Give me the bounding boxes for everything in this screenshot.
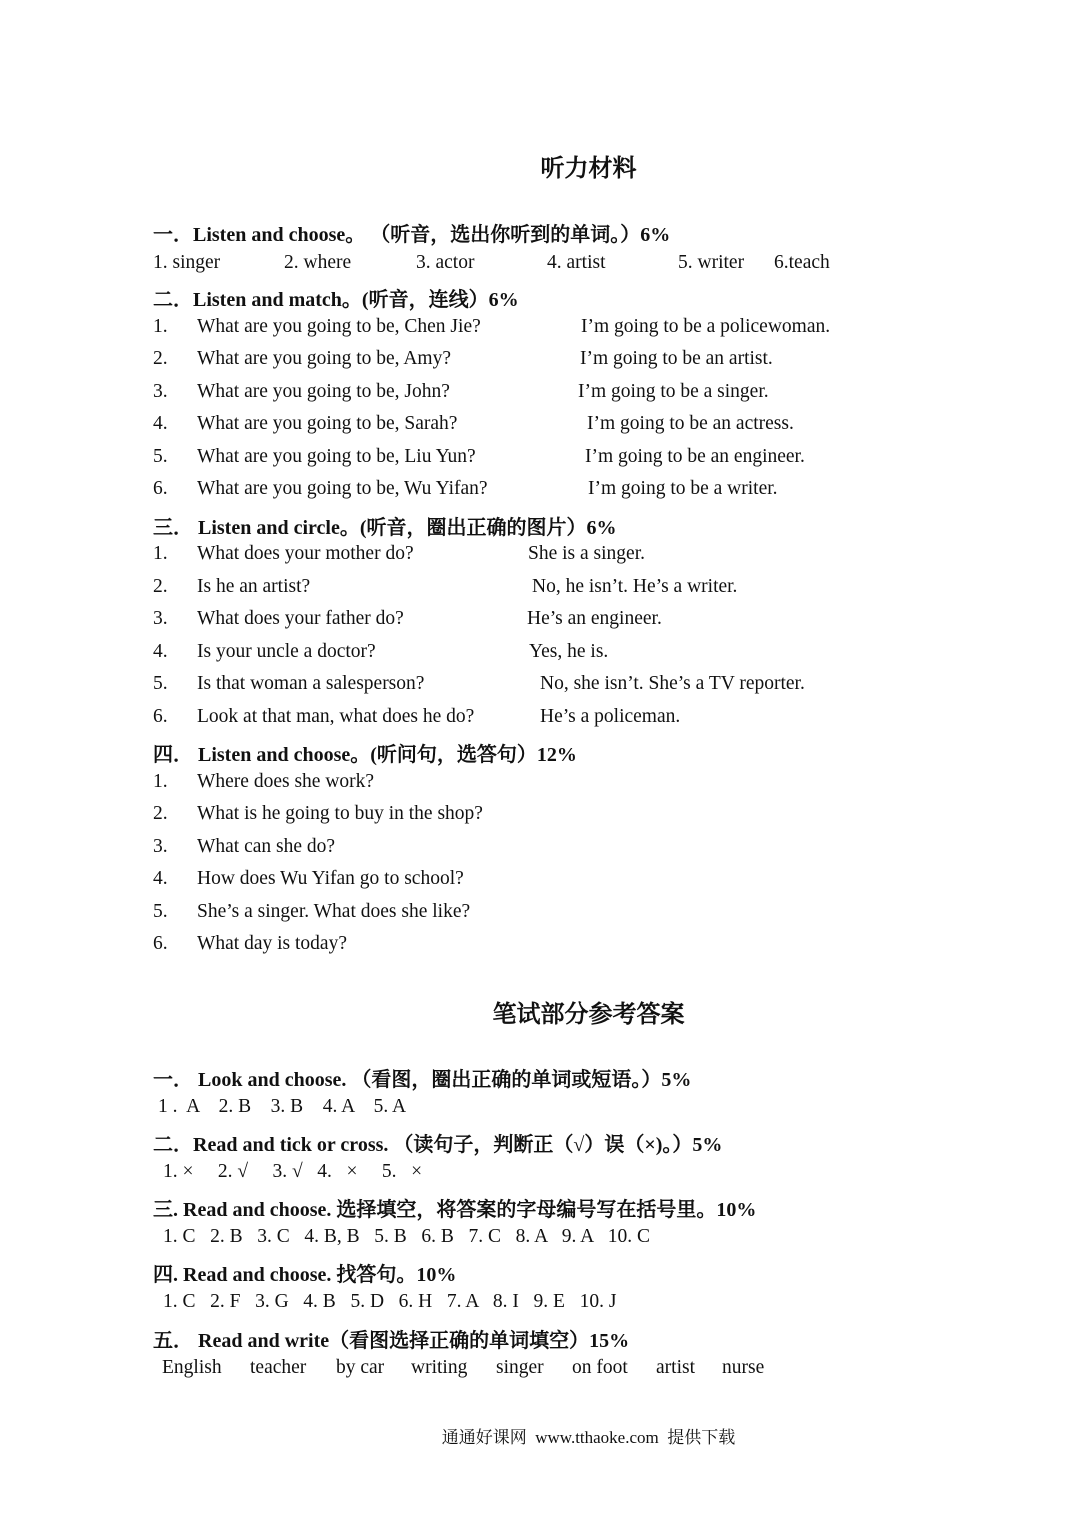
page-title-listening: 听力材料	[540, 154, 637, 182]
page-footer: 通通好课网 www.tthaoke.com 提供下载	[441, 1428, 736, 1447]
word-item: 5. writer	[678, 252, 745, 273]
listening-section-3-heading: 三． Listen and circle。(听音，圈出正确的图片）6%	[153, 517, 617, 539]
written-section-1-heading: 一． Look and choose. （看图，圈出正确的单词或短语。）5%	[153, 1069, 692, 1091]
word-bank-item: teacher	[250, 1357, 307, 1378]
word-item: 4. artist	[547, 252, 606, 273]
written-section-2-heading: 二．Read and tick or cross. （读句子，判断正（√）误（×)。）5%	[153, 1134, 723, 1156]
listening-section-4-heading: 四． Listen and choose。(听问句，选答句）12%	[153, 744, 577, 766]
written-section-5-heading: 五． Read and write（看图选择正确的单词填空）15%	[153, 1330, 630, 1352]
written-section-1-answers: 1 . A 2. B 3. B 4. A 5. A	[158, 1096, 407, 1117]
written-section-2-answers: 1. × 2. √ 3. √ 4. × 5. ×	[163, 1161, 423, 1182]
word-bank-item: English	[162, 1357, 222, 1378]
word-item: 2. where	[284, 252, 352, 273]
listening-section-2-heading: 二．Listen and match。(听音，连线）6%	[153, 289, 519, 311]
word-item: 6.teach	[774, 252, 830, 273]
word-bank-item: nurse	[722, 1357, 765, 1378]
written-section-4-answers: 1. C 2. F 3. G 4. B 5. D 6. H 7. A 8. I 9. E 10. J	[163, 1291, 617, 1312]
written-section-3-answers: 1. C 2. B 3. C 4. B, B 5. B 6. B 7. C 8. A 9. A 10. C	[163, 1226, 651, 1247]
written-section-4-heading: 四. Read and choose. 找答句。10%	[153, 1264, 457, 1286]
word-bank-item: artist	[656, 1357, 695, 1378]
word-bank-item: by car	[336, 1357, 385, 1378]
word-bank-item: singer	[496, 1357, 544, 1378]
word-item: 3. actor	[416, 252, 475, 273]
word-bank-item: writing	[411, 1357, 468, 1378]
page-title-answers: 笔试部分参考答案	[492, 1000, 685, 1028]
word-item: 1. singer	[153, 252, 221, 273]
written-section-3-heading: 三. Read and choose. 选择填空，将答案的字母编号写在括号里。10%	[153, 1199, 757, 1221]
word-bank-item: on foot	[572, 1357, 628, 1378]
listening-section-1-heading: 一．Listen and choose。 （听音，选出你听到的单词。）6%	[153, 224, 671, 246]
